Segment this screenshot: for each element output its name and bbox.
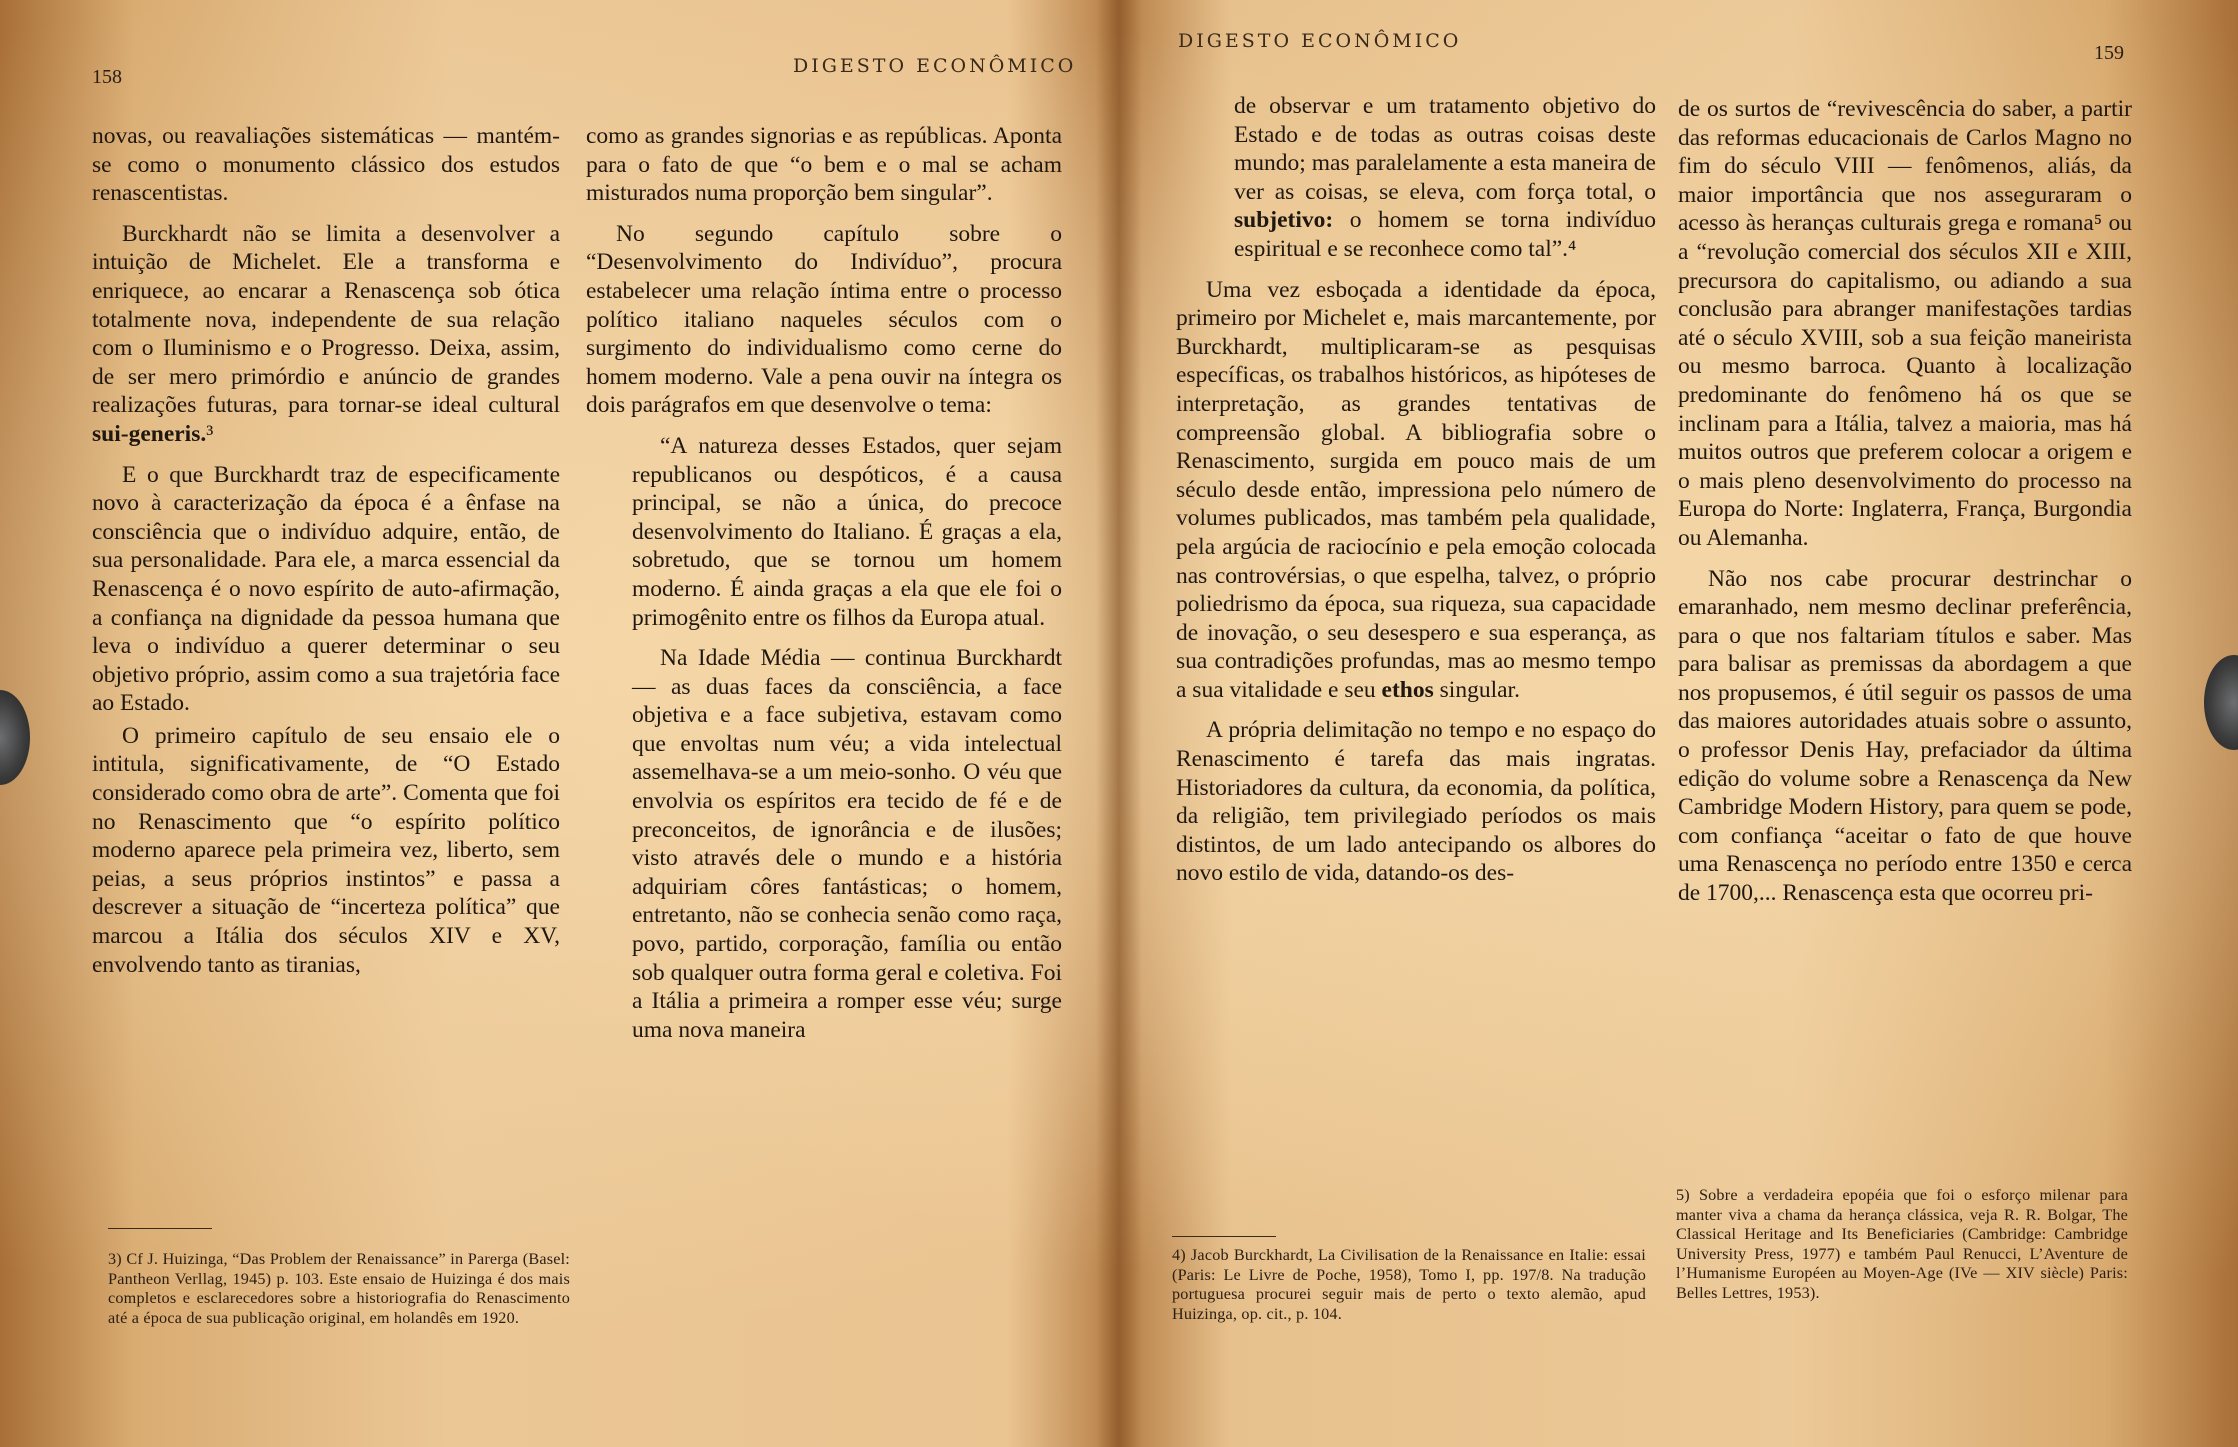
- quotation: Na Idade Média — continua Burckhardt — as duas faces da consciência, a face objetiva e a face subjetiva, estavam como que envoltas num véu; a vida intelectual assemelhava-se a um meio-sonho. O véu que envolvia os espíritos era tecido de fé e de preconceitos, de ignorância e de ilusões; visto através dele o mundo e a história adquiriam côres fantásticas; o homem, entretanto, não se conhecia senão como raça, povo, partido, corporação, família ou então sob qualquer outra forma geral e coletiva. Foi a Itália a primeira a romper esse véu; surge uma nova maneira: [632, 645, 1062, 1043]
- page-number-right: 159: [2094, 42, 2124, 64]
- paragraph: Uma vez esboçada a identidade da época, primeiro por Michelet e, mais marcantemente, por Burckhardt, multiplicaram-se as pesquisas específicas, os trabalhos históricos, as hipóteses de interpretação, as grandes tentativas de compreensão global. A bibliografia sobre o Renascimento, surgida em pouco mais de um século desde então, impressiona pelo número de volumes publicados, mas também pela qualidade, pela argúcia de raciocínio e pela emoção colocada nas controvérsias, o que espelha, talvez, o próprio poliedrismo da época, sua riqueza, sua capacidade de inovação, o seu desespero e sua esperança, as sua contradições profundas, mas ao mesmo tempo a sua vitalidade e seu ethos singular.: [1176, 276, 1656, 703]
- left-page-column-1: [92, 122, 560, 991]
- binding-hole-right: [2204, 655, 2238, 750]
- quotation: “A natureza desses Estados, quer sejam republicanos ou despóticos, é a causa principal, se não a única, do precoce desenvolvimento do Italiano. É graças a ela, sobretudo, que se tornou um homem moderno. É ainda graças a ela que ele foi o primogênito entre os filhos da Europa atual.: [632, 432, 1062, 631]
- running-head-right: DIGESTO ECONÔMICO: [1178, 30, 1462, 52]
- paragraph: novas, ou reavaliações sistemáticas — mantém-se como o monumento clássico dos estudos renascentistas.: [92, 123, 560, 207]
- footnote-3: 3) Cf J. Huizinga, “Das Problem der Renaissance” in Parerga (Basel: Pantheon Verllag, 1945) p. 103. Este ensaio de Huizinga é dos mais completos e esclarecedores sobre a historiografia do Renascimento até a época de sua publicação original, em holandês em 1920.: [108, 1250, 570, 1327]
- binding-hole-left: [0, 690, 30, 785]
- right-page-column-2: [1678, 95, 2132, 920]
- page-number-left: 158: [92, 66, 122, 88]
- left-page-column-2: [586, 122, 1062, 1056]
- paragraph: No segundo capítulo sobre o “Desenvolvimento do Indivíduo”, procura estabelecer uma relação íntima entre o processo político italiano naqueles séculos com o surgimento do individualismo como cerne do homem moderno. Vale a pena ouvir na íntegra os dois parágrafos em que desenvolve o tema:: [586, 220, 1062, 419]
- paragraph: de os surtos de “revivescência do saber, a partir das reformas educacionais de Carlos Magno no fim do século VIII — fenômenos, aliás, da maior importância que nos asseguraram o acesso às heranças culturais grega e romana⁵ ou a “revolução comercial dos séculos XII e XIII, precursora do capitalismo, ou adiando a sua conclusão para abranger manifestações tardias até o século XVIII, sob a sua feição maneirista ou mesmo barroca. Quanto à localização predominante do fenômeno há os que se inclinam para a Itália, talvez a maioria, mas há muitos outros que preferem colocar a origem e o mais pleno desenvolvimento do processo na Europa do Norte: Inglaterra, França, Burgondia ou Alemanha.: [1678, 96, 2132, 551]
- paragraph: como as grandes signorias e as repúblicas. Aponta para o fato de que “o bem e o mal se acham misturados numa proporção bem singular”.: [586, 123, 1062, 207]
- right-page-column-1: [1176, 92, 1656, 900]
- paragraph: E o que Burckhardt traz de especificamente novo à caracterização da época é a ênfase na consciência que o indivíduo adquire, então, de sua personalidade. Para ele, a marca essencial da Renascença é o novo espírito de auto-afirmação, a confiança na dignidade da pessoa humana que leva o indivíduo a querer determinar o seu objetivo próprio, assim como a sua trajetória face ao Estado.: [92, 461, 560, 717]
- paragraph: Burckhardt não se limita a desenvolver a intuição de Michelet. Ele a transforma e enriquece, ao encarar a Renascença sob ótica totalmente nova, independente de sua relação com o Iluminismo e o Progresso. Deixa, assim, de ser mero primórdio e anúncio de grandes realizações futuras, para tornar-se ideal cultural sui-generis.³: [92, 220, 560, 447]
- paragraph: A própria delimitação no tempo e no espaço do Renascimento é tarefa das mais ingratas. Historiadores da cultura, da economia, da política, da religião, tem privilegiado períodos os mais distintos, de um lado antecipando os albores do novo estilo de vida, datando-os des-: [1176, 717, 1656, 887]
- running-head-left: DIGESTO ECONÔMICO: [793, 55, 1077, 77]
- book-gutter: [1096, 0, 1142, 1447]
- paragraph: Não nos cabe procurar destrinchar o emaranhado, nem mesmo declinar preferência, para o que nos faltariam títulos e saber. Mas para balisar as premissas da abordagem a que nos propusemos, é útil seguir os passos de uma das maiores autoridades atuais sobre o assunto, o professor Denis Hay, prefaciador da última edição do volume sobre a Renascença da New Cambridge Modern History, para quem se pode, com confiança “aceitar o fato de que houve uma Renascença no período entre 1350 e cerca de 1700,... Renascença esta que ocorreu pri-: [1678, 565, 2132, 907]
- paragraph: O primeiro capítulo de seu ensaio ele o intitula, significativamente, de “O Estado considerado como obra de arte”. Comenta que foi no Renascimento que “o espírito político moderno aparece pela primeira vez, liberto, sem peias, a seus próprios instintos” e passa a descrever a situação de “incerteza política” que marcou a Itália dos séculos XIV e XV, envolvendo tanto as tiranias,: [92, 722, 560, 978]
- quotation: de observar e um tratamento objetivo do Estado e de todas as outras coisas deste mundo; mas paralelamente a esta maneira de ver as coisas, se eleva, com força total, o subjetivo: o homem se torna indivíduo espiritual e se reconhece como tal”.⁴: [1234, 93, 1656, 262]
- footnote-rule: [1172, 1236, 1276, 1237]
- footnote-4: 4) Jacob Burckhardt, La Civilisation de la Renaissance en Italie: essai (Paris: Le Livre de Poche, 1958), Tomo I, pp. 197/8. Na tradução portuguesa procurei seguir mais de perto o texto alemão, apud Huizinga, op. cit., p. 104.: [1172, 1246, 1646, 1323]
- footnote-5: 5) Sobre a verdadeira epopéia que foi o esforço milenar para manter viva a chama da herança clássica, veja R. R. Bolgar, The Classical Heritage and Its Beneficiaries (Cambridge: Cambridge University Press, 1977) e também Paul Renucci, L’Aventure de l’Humanisme Européen au Moyen-Age (IVe — XIV siècle) Paris: Belles Lettres, 1953).: [1676, 1186, 2128, 1302]
- footnote-rule: [108, 1228, 212, 1229]
